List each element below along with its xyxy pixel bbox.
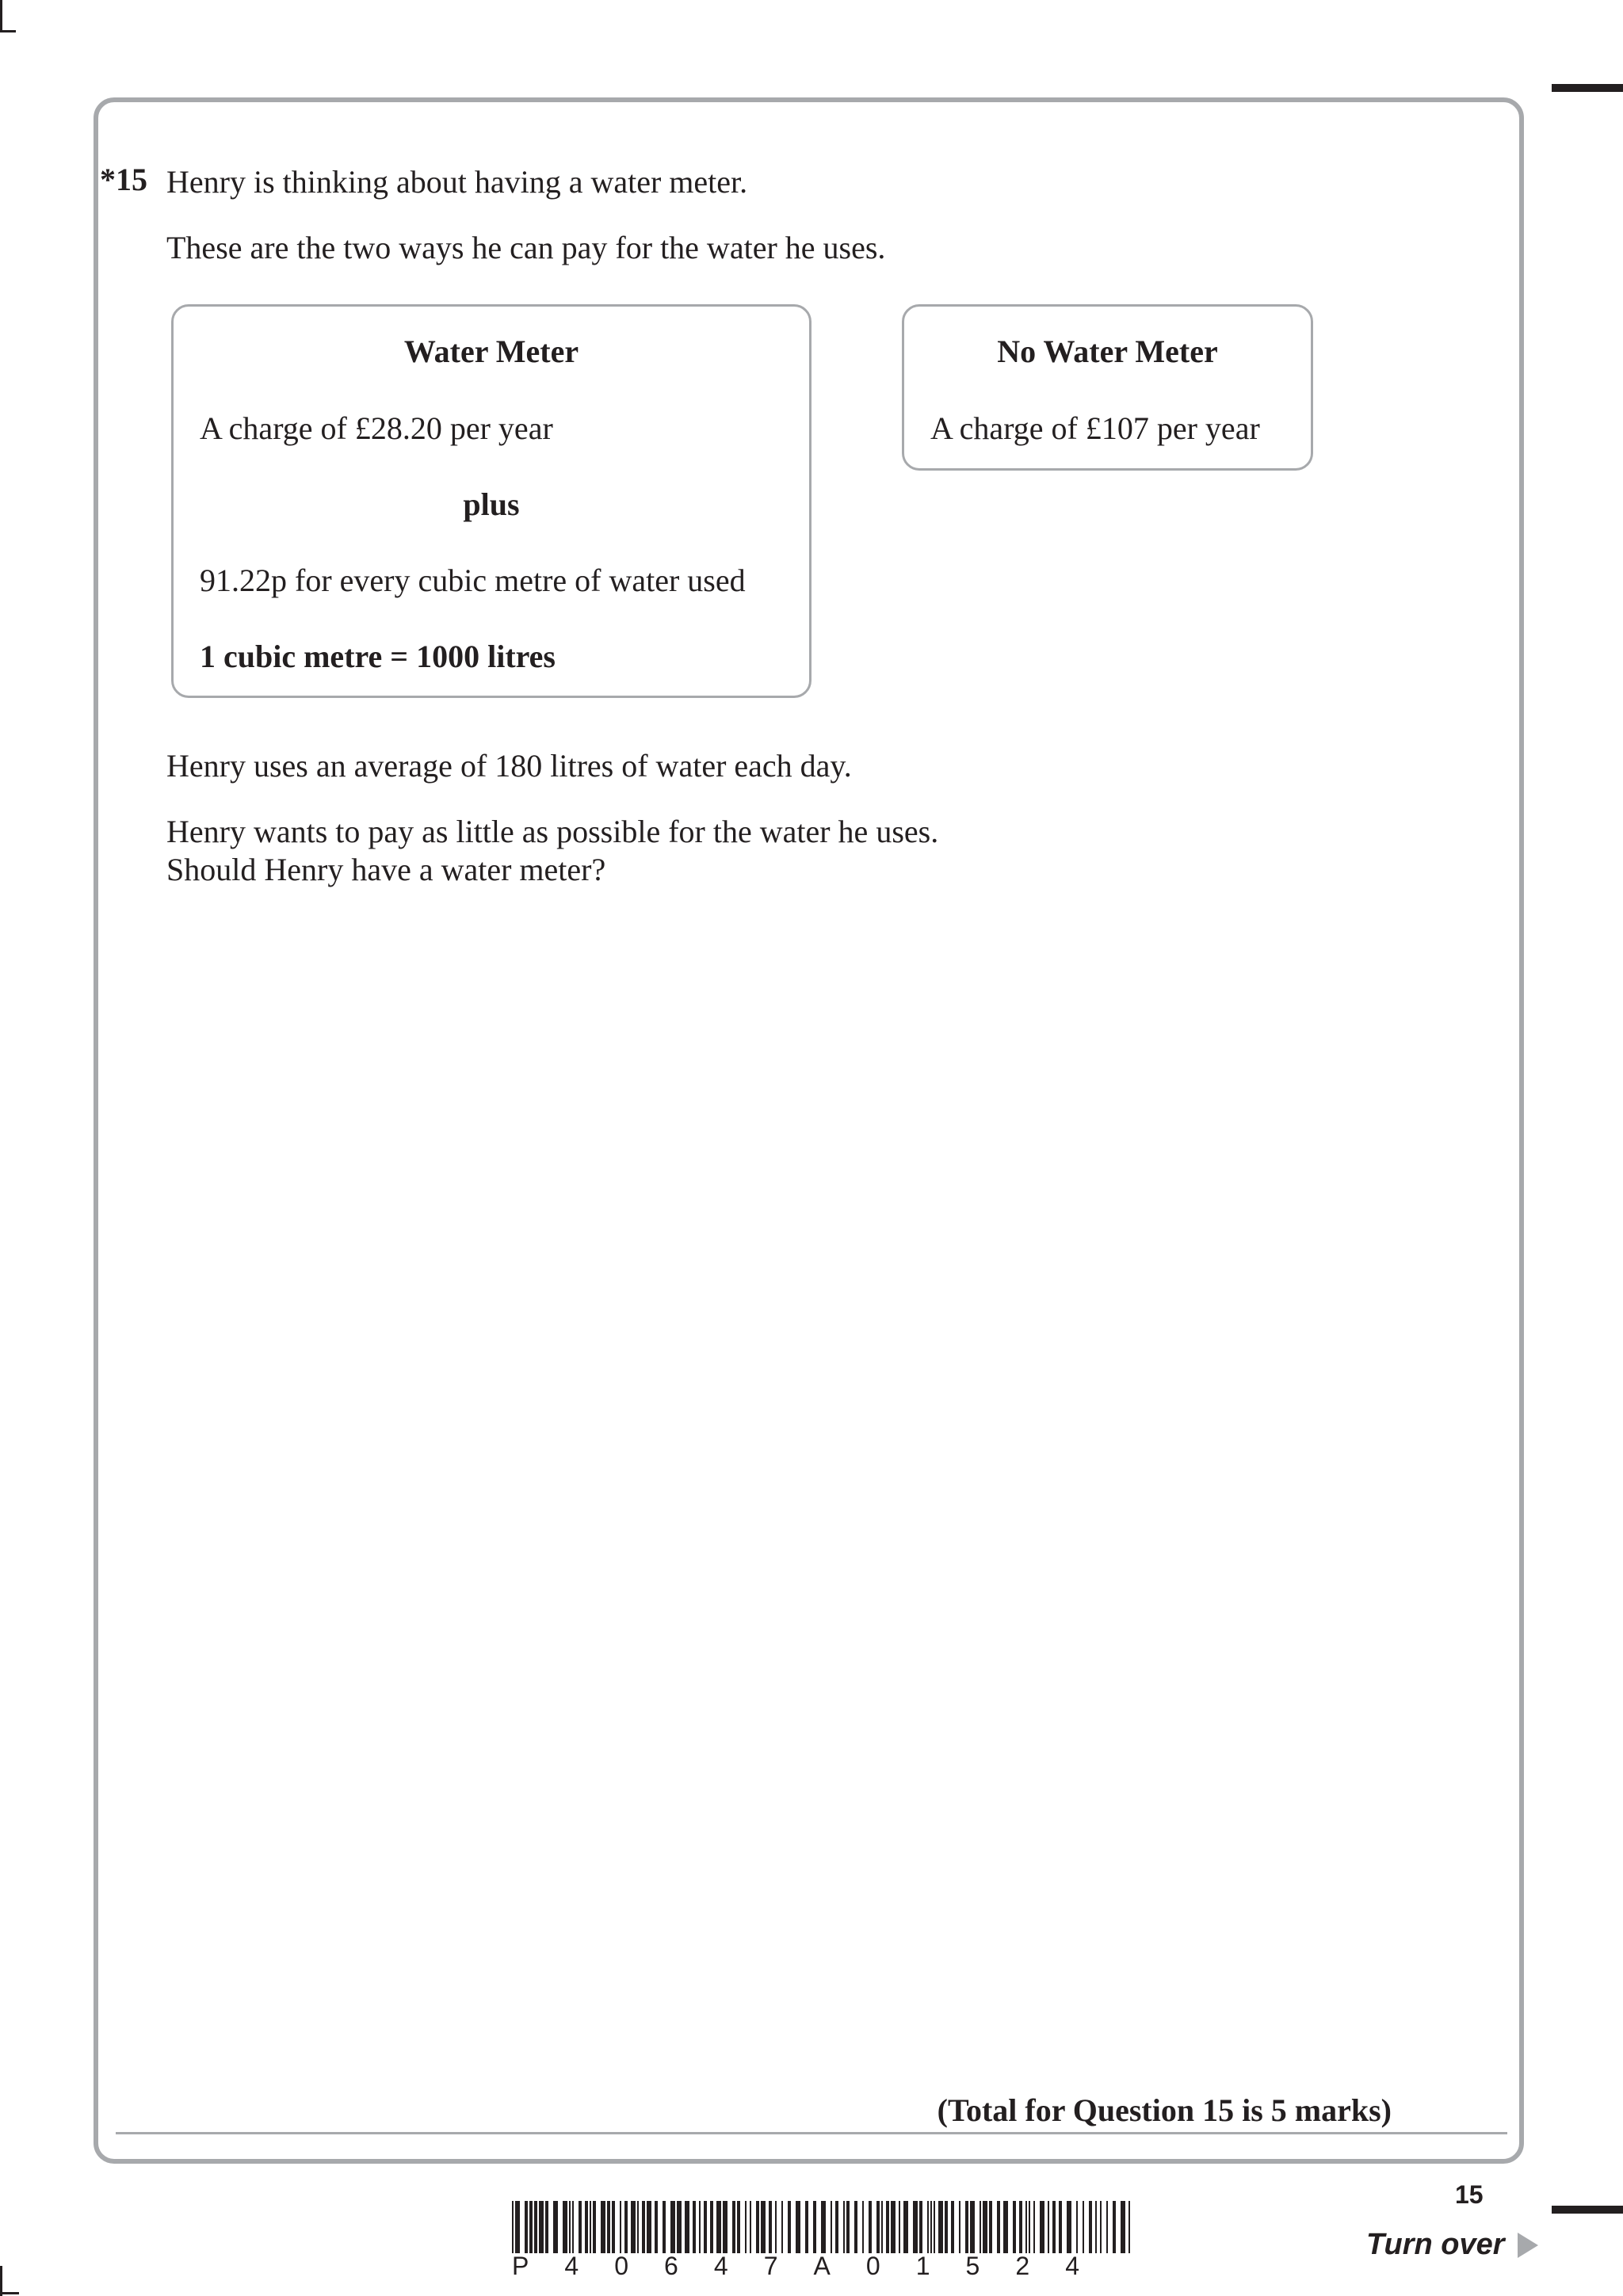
barcode-bar [997, 2201, 1000, 2253]
barcode-bar [805, 2201, 808, 2253]
barcode-bar [951, 2201, 954, 2253]
barcode-bar [821, 2201, 826, 2253]
barcode-bar [989, 2201, 992, 2253]
barcode-bar [569, 2201, 571, 2253]
barcode-bar [1003, 2201, 1008, 2253]
barcode-bar [903, 2201, 908, 2253]
barcode-bar [1076, 2201, 1078, 2253]
barcode-bar [854, 2201, 857, 2253]
barcode-bar [601, 2201, 605, 2253]
barcode-bar [980, 2201, 981, 2253]
barcode-bar [1121, 2201, 1125, 2253]
barcode-char: 0 [865, 2252, 880, 2280]
barcode-bar [723, 2201, 727, 2253]
barcode-bar [983, 2201, 987, 2253]
barcode-char: P [512, 2252, 529, 2280]
barcode-bar [1059, 2201, 1062, 2253]
question-number: *15 [100, 162, 147, 197]
barcode-bar [761, 2201, 766, 2253]
barcode-text [512, 2252, 1079, 2281]
turn-over-label [1366, 2228, 1538, 2262]
barcode-bar [631, 2201, 636, 2253]
barcode-bar [1025, 2201, 1027, 2253]
barcode-bar [869, 2201, 872, 2253]
barcode-bar [737, 2201, 740, 2253]
crop-mark-bottom-left-horizontal [0, 2292, 19, 2294]
page-number: 15 [1455, 2180, 1484, 2209]
barcode-bar [788, 2201, 791, 2253]
barcode-bar [927, 2201, 929, 2253]
barcode-bar [876, 2201, 880, 2253]
barcode-bar [913, 2201, 918, 2253]
barcode-bar [835, 2201, 838, 2253]
barcode-bar [624, 2201, 628, 2253]
barcode-bar [1113, 2201, 1116, 2253]
barcode-bar [1052, 2201, 1056, 2253]
question-goal: Henry wants to pay as little as possible for the water he uses. [166, 814, 939, 849]
barcode-bar [1128, 2201, 1130, 2253]
water-meter-box [171, 304, 812, 698]
no-meter-title: No Water Meter [997, 334, 1218, 369]
barcode-bar [1048, 2201, 1049, 2253]
barcode-bar [732, 2201, 735, 2253]
barcode-bar [685, 2201, 689, 2253]
barcode-bar [970, 2201, 975, 2253]
barcode-bar [534, 2201, 537, 2253]
crop-mark-top-left-vertical [0, 0, 2, 32]
barcode-bar [846, 2201, 850, 2253]
barcode [512, 2201, 1130, 2253]
barcode-bar [693, 2201, 696, 2253]
barcode-bar [572, 2201, 574, 2253]
barcode-bar [704, 2201, 707, 2253]
question-ways: These are the two ways he can pay for the water he uses. [166, 230, 886, 265]
barcode-bar [1106, 2201, 1108, 2253]
barcode-bar [677, 2201, 682, 2253]
barcode-bar [1095, 2201, 1097, 2253]
barcode-char: 1 [915, 2252, 930, 2280]
barcode-bar [620, 2201, 621, 2253]
barcode-bar [529, 2201, 533, 2253]
no-meter-charge: A charge of £107 per year [930, 410, 1260, 446]
barcode-bar [881, 2201, 883, 2253]
barcode-bar [769, 2201, 772, 2253]
barcode-bar [796, 2201, 800, 2253]
barcode-bar [585, 2201, 588, 2253]
barcode-char: 4 [1065, 2252, 1079, 2280]
barcode-bar [745, 2201, 747, 2253]
barcode-char: 0 [614, 2252, 628, 2280]
barcode-bar [512, 2201, 514, 2253]
barcode-bar [579, 2201, 582, 2253]
barcode-bar [590, 2201, 591, 2253]
barcode-bar [938, 2201, 943, 2253]
water-meter-charge: A charge of £28.20 per year [200, 410, 553, 446]
barcode-bar [515, 2201, 520, 2253]
barcode-bar [642, 2201, 645, 2253]
barcode-bar [959, 2201, 960, 2253]
barcode-bar [813, 2201, 816, 2253]
barcode-bar [862, 2201, 864, 2253]
barcode-char: 2 [1015, 2252, 1030, 2280]
barcode-bar [843, 2201, 845, 2253]
crop-mark-top-left-horizontal [0, 30, 16, 32]
barcode-bar [756, 2201, 759, 2253]
barcode-bar [919, 2201, 922, 2253]
barcode-bar [930, 2201, 932, 2253]
barcode-bar [1029, 2201, 1030, 2253]
barcode-bar [1100, 2201, 1102, 2253]
barcode-bar [612, 2201, 615, 2253]
turn-over-text: Turn over [1366, 2228, 1505, 2261]
barcode-char: 7 [763, 2252, 778, 2280]
margin-bar-top [1552, 84, 1623, 92]
barcode-bar [1089, 2201, 1092, 2253]
barcode-char: 5 [965, 2252, 980, 2280]
barcode-char: 4 [564, 2252, 579, 2280]
barcode-bar [710, 2201, 713, 2253]
barcode-bar [593, 2201, 596, 2253]
question-total-marks: (Total for Question 15 is 5 marks) [937, 2092, 1392, 2128]
barcode-bar [1040, 2201, 1044, 2253]
question-ask: Should Henry have a water meter? [166, 852, 606, 887]
barcode-bar [891, 2201, 896, 2253]
barcode-char: A [813, 2252, 831, 2280]
barcode-bar [1083, 2201, 1084, 2253]
barcode-bar [716, 2201, 721, 2253]
barcode-bar [831, 2201, 832, 2253]
question-usage: Henry uses an average of 180 litres of water each day. [166, 748, 852, 784]
barcode-bar [886, 2201, 889, 2253]
barcode-bar [1019, 2201, 1022, 2253]
barcode-bar [945, 2201, 948, 2253]
barcode-bar [637, 2201, 639, 2253]
barcode-bar [934, 2201, 935, 2253]
no-water-meter-box [902, 304, 1313, 471]
barcode-bar [525, 2201, 528, 2253]
barcode-bar [655, 2201, 658, 2253]
barcode-bar [1033, 2201, 1035, 2253]
barcode-bar [899, 2201, 900, 2253]
question-intro: Henry is thinking about having a water meter. [166, 164, 748, 200]
barcode-bar [553, 2201, 558, 2253]
barcode-bar [775, 2201, 777, 2253]
barcode-bar [545, 2201, 548, 2253]
barcode-char: 4 [713, 2252, 728, 2280]
barcode-bar [699, 2201, 701, 2253]
water-meter-conversion: 1 cubic metre = 1000 litres [200, 639, 556, 674]
barcode-bar [539, 2201, 544, 2253]
turn-over-arrow-icon [1518, 2233, 1538, 2258]
barcode-bar [647, 2201, 651, 2253]
water-meter-rate: 91.22p for every cubic metre of water used [200, 563, 746, 598]
barcode-bar [607, 2201, 610, 2253]
barcode-bar [1013, 2201, 1016, 2253]
barcode-bar [663, 2201, 666, 2253]
barcode-bar [781, 2201, 783, 2253]
barcode-char: 6 [664, 2252, 678, 2280]
water-meter-plus: plus [463, 486, 520, 522]
barcode-bar [965, 2201, 968, 2253]
water-meter-title: Water Meter [403, 334, 579, 369]
barcode-bar [1067, 2201, 1071, 2253]
barcode-bar [563, 2201, 567, 2253]
barcode-bar [750, 2201, 751, 2253]
margin-bar-bottom [1552, 2206, 1623, 2214]
total-underline [116, 2132, 1507, 2134]
barcode-bar [670, 2201, 675, 2253]
